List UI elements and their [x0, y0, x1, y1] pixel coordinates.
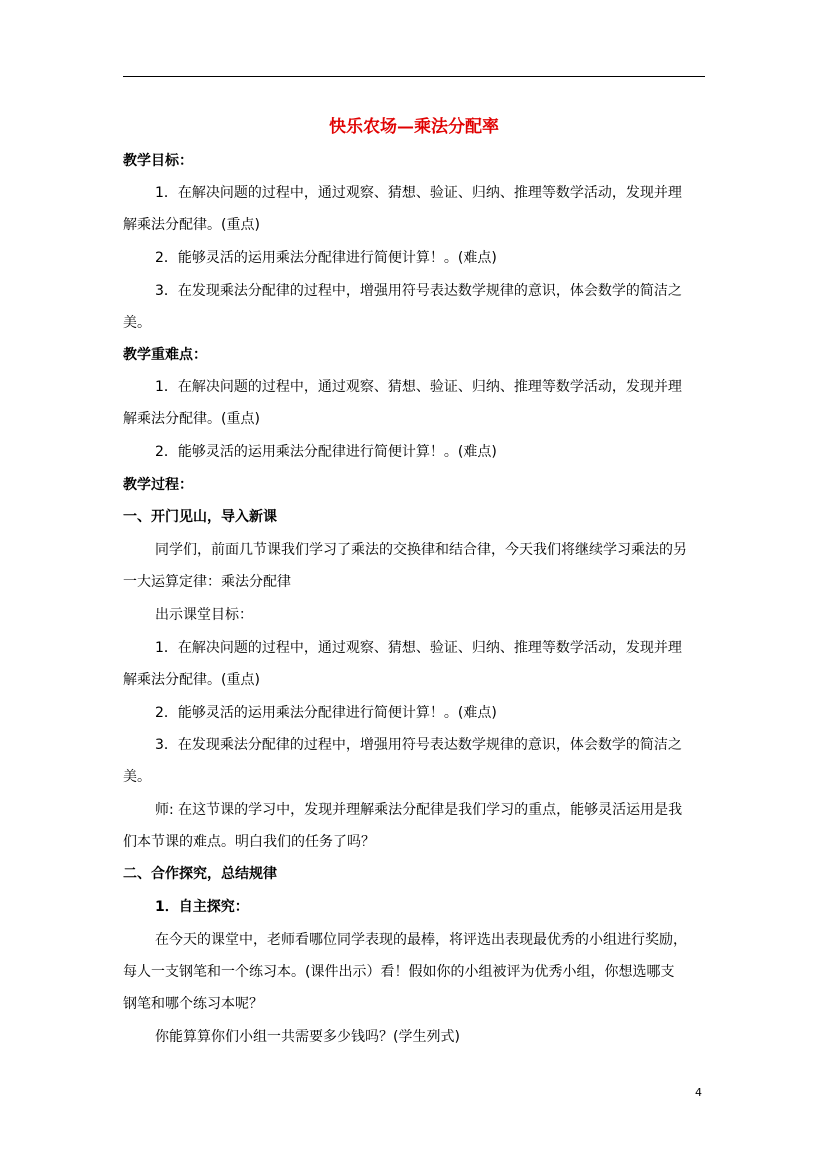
- paragraph-line: 钢笔和哪个练习本呢？: [123, 996, 263, 1012]
- paragraph-line: 你能算算你们小组一共需要多少钱吗？(学生列式): [155, 1029, 460, 1045]
- paragraph-line: 2．能够灵活的运用乘法分配律进行简便计算！。(难点): [155, 250, 497, 266]
- paragraph-line: 3．在发现乘法分配律的过程中，增强用符号表达数学规律的意识，体会数学的简洁之: [155, 283, 682, 299]
- paragraph-line: 解乘法分配律。(重点): [123, 411, 260, 427]
- paragraph-line: 们本节课的难点。明白我们的任务了吗？: [123, 834, 375, 850]
- paragraph-line: 1．在解决问题的过程中，通过观察、猜想、验证、归纳、推理等数学活动，发现并理: [155, 379, 682, 395]
- paragraph-line: 1．在解决问题的过程中，通过观察、猜想、验证、归纳、推理等数学活动，发现并理: [155, 640, 682, 656]
- paragraph-line: 在今天的课堂中，老师看哪位同学表现的最棒，将评选出表现最优秀的小组进行奖励，: [155, 932, 687, 948]
- paragraph-line: 2．能够灵活的运用乘法分配律进行简便计算！。(难点): [155, 705, 497, 721]
- paragraph-line: 2．能够灵活的运用乘法分配律进行简便计算！。(难点): [155, 444, 497, 460]
- subsection-heading: 1．自主探究：: [155, 899, 249, 915]
- page-number: 4: [695, 1086, 702, 1099]
- paragraph-line: 3．在发现乘法分配律的过程中，增强用符号表达数学规律的意识，体会数学的简洁之: [155, 737, 682, 753]
- heading-objectives: 教学目标：: [123, 153, 193, 169]
- paragraph-line: 一大运算定律：乘法分配律: [123, 574, 291, 590]
- paragraph-line: 美。: [123, 769, 151, 785]
- paragraph-line: 解乘法分配律。(重点): [123, 672, 260, 688]
- document-title: 快乐农场—乘法分配率: [329, 117, 499, 137]
- section-heading-1: 一、开门见山，导入新课: [123, 509, 277, 525]
- paragraph-line: 每人一支钢笔和一个练习本。(课件出示）看！假如你的小组被评为优秀小组，你想选哪支: [123, 964, 675, 980]
- header-rule: [123, 76, 705, 77]
- heading-key-points: 教学重难点：: [123, 347, 207, 363]
- section-heading-2: 二、合作探究，总结规律: [123, 866, 277, 882]
- paragraph-line: 出示课堂目标：: [155, 607, 253, 623]
- paragraph-line: 解乘法分配律。(重点): [123, 217, 260, 233]
- paragraph-line: 美。: [123, 315, 151, 331]
- paragraph-line: 1．在解决问题的过程中，通过观察、猜想、验证、归纳、推理等数学活动，发现并理: [155, 185, 682, 201]
- paragraph-line: 同学们，前面几节课我们学习了乘法的交换律和结合律，今天我们将继续学习乘法的另: [155, 542, 687, 558]
- paragraph-line: 师: 在这节课的学习中，发现并理解乘法分配律是我们学习的重点，能够灵活运用是我: [155, 802, 683, 818]
- heading-process: 教学过程：: [123, 477, 193, 493]
